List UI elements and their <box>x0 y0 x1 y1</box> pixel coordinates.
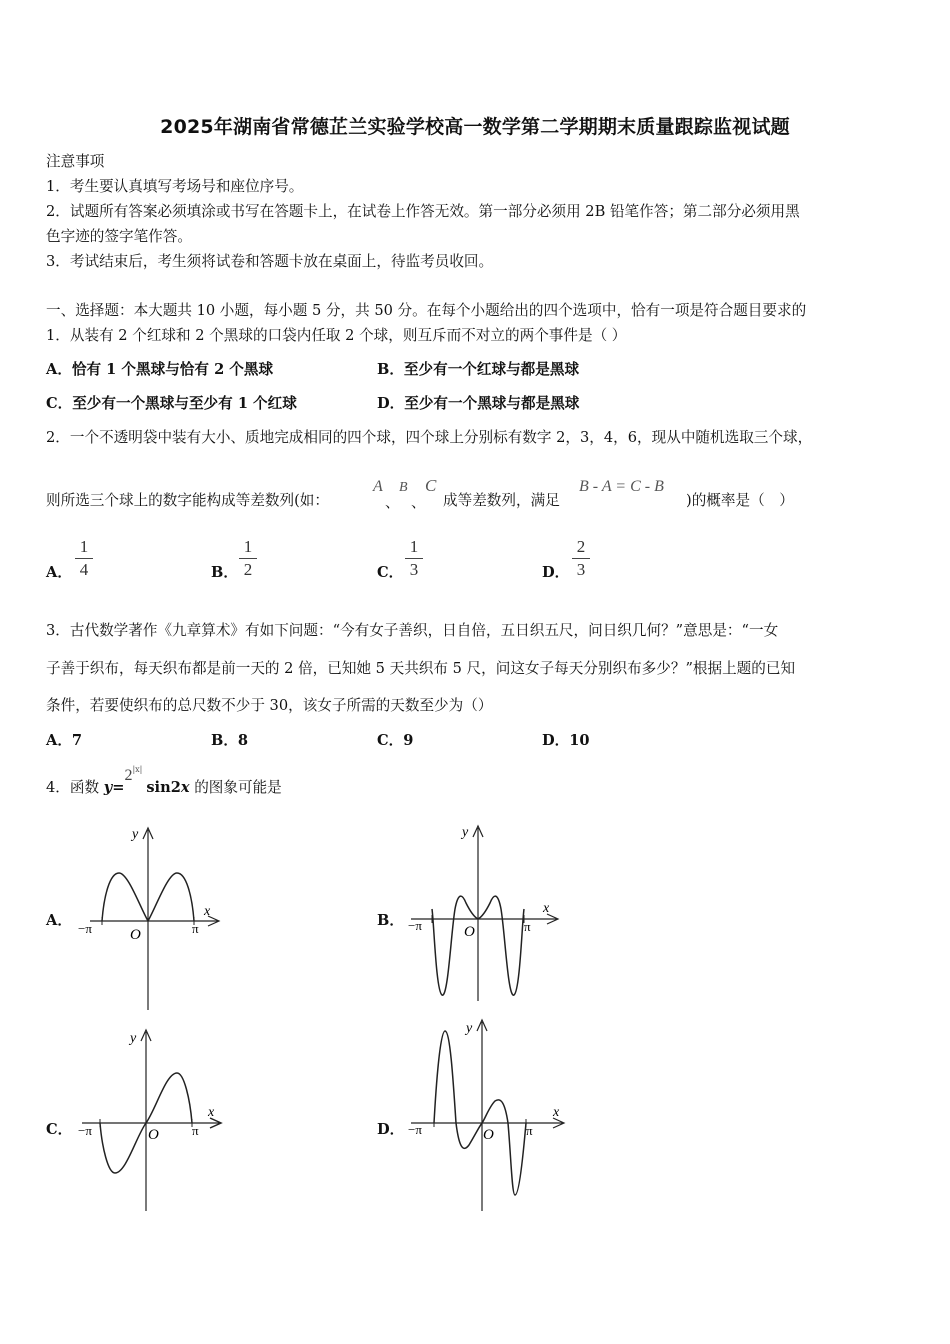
label-neg-pi: −π <box>408 1122 422 1137</box>
label-origin: O <box>148 1127 159 1143</box>
label-neg-pi: −π <box>78 921 92 936</box>
q3-option-d: D．10 <box>542 732 590 749</box>
notice-item-1: 1．考生要认真填写考场号和座位序号。 <box>46 178 304 195</box>
fraction-numerator: 1 <box>243 537 253 556</box>
fraction-denominator: 4 <box>79 560 89 579</box>
q2-letter-b: B <box>399 480 408 495</box>
q1-option-b: B．至少有一个红球与都是黑球 <box>377 361 580 378</box>
q4-suffix: 的图象可能是 <box>189 779 282 796</box>
fraction-denominator: 3 <box>409 560 419 579</box>
q4-x: x <box>180 779 190 796</box>
graph-c <box>70 1027 230 1215</box>
graph-d <box>405 1017 570 1215</box>
notice-item-2b: 色字迹的签字笔作答。 <box>46 228 192 245</box>
label-origin: O <box>483 1127 494 1143</box>
q2-line2a: 则所选三个球上的数字能构成等差数列(如： <box>46 492 329 509</box>
label-y: y <box>132 827 139 842</box>
fraction-numerator: 1 <box>409 537 419 556</box>
label-x: x <box>543 901 550 916</box>
page-title: 2025年湖南省常德芷兰实验学校高一数学第二学期期末质量跟踪监视试题 <box>160 116 790 138</box>
q2-fraction-c <box>405 538 423 579</box>
q4-option-b: B． <box>377 912 404 929</box>
q1-option-c: C．至少有一个黑球与至少有 1 个红球 <box>46 395 297 412</box>
q4-prefix: 4．函数 <box>46 779 104 796</box>
q2-line2b: 成等差数列，满足 <box>443 492 560 509</box>
fraction-denominator: 2 <box>243 560 253 579</box>
q4-option-d: D． <box>377 1121 405 1138</box>
q2-fraction-b <box>239 538 257 579</box>
q1-stem: 1．从装有 2 个红球和 2 个黑球的口袋内任取 2 个球，则互斥而不对立的两个事件是（ ） <box>46 327 627 344</box>
q1-option-d: D．至少有一个黑球与都是黑球 <box>377 395 580 412</box>
notice-item-2a: 2．试题所有答案必须填涂或书写在答题卡上，在试卷上作答无效。第一部分必须用 2B 铅笔作答；第二部分必须用黑 <box>46 203 800 220</box>
q2-line2c: )的概率是（ ） <box>686 492 794 509</box>
q3-line3: 条件，若要使织布的总尺数不少于 30，该女子所需的天数至少为（） <box>46 697 493 714</box>
notice-item-3: 3．考试结束后，考生须将试卷和答题卡放在桌面上，待监考员收回。 <box>46 253 494 270</box>
label-pi: π <box>192 921 199 936</box>
q2-separator-a: 、 <box>385 494 400 511</box>
q2-option-d: D． <box>542 564 570 581</box>
graph-b <box>405 823 565 1008</box>
section-heading: 一、选择题：本大题共 10 小题，每小题 5 分，共 50 分。在每个小题给出的四个选项中，恰有一项是符合题目要求的 <box>46 302 807 319</box>
q2-condition: B - A = C - B <box>579 478 664 495</box>
q1-option-a: A．恰有 1 个黑球与恰有 2 个黑球 <box>46 361 274 378</box>
q4-exponent: |x| <box>132 765 143 774</box>
label-x: x <box>204 904 211 919</box>
q3-line1: 3．古代数学著作《九章算术》有如下问题：“今有女子善织，日自倍，五日织五尺，问日织几何？”意思是：“一女 <box>46 622 779 639</box>
fraction-numerator: 1 <box>79 537 89 556</box>
fraction-denominator: 3 <box>576 560 586 579</box>
q3-option-a: A．7 <box>46 732 83 749</box>
label-neg-pi: −π <box>78 1123 92 1138</box>
q2-fraction-a <box>75 538 93 579</box>
q2-option-b: B． <box>211 564 238 581</box>
q2-option-a: A． <box>46 564 72 581</box>
q4-y: y <box>103 779 113 796</box>
curve <box>434 1031 526 1195</box>
q2-letter-c: C <box>425 476 437 495</box>
label-y: y <box>466 1021 473 1036</box>
q4-option-c: C． <box>46 1121 73 1138</box>
q2-option-c: C． <box>377 564 404 581</box>
label-pi: π <box>524 919 531 934</box>
label-pi: π <box>526 1123 533 1138</box>
label-neg-pi: −π <box>408 918 422 933</box>
label-y: y <box>130 1031 137 1046</box>
q4-stem <box>46 765 282 800</box>
label-y: y <box>462 825 469 840</box>
fraction-numerator: 2 <box>576 537 586 556</box>
q2-letter-a: A <box>373 478 383 495</box>
label-x: x <box>208 1105 215 1120</box>
q3-option-c: C．9 <box>377 732 414 749</box>
q4-sin: sin2 <box>146 779 181 796</box>
q3-line2: 子善于织布，每天织布都是前一天的 2 倍，已知她 5 天共织布 5 尺，问这女子每天分别织布多少？”根据上题的已知 <box>46 660 796 677</box>
q2-fraction-d <box>572 538 590 579</box>
q2-separator-b: 、 <box>411 494 426 511</box>
q3-option-b: B．8 <box>211 732 249 749</box>
label-pi: π <box>192 1123 199 1138</box>
q2-line1: 2．一个不透明袋中装有大小、质地完成相同的四个球，四个球上分别标有数字 2，3，4，6，现从中随机选取三个球， <box>46 429 813 446</box>
graph-a <box>70 825 225 1015</box>
label-origin: O <box>464 924 475 940</box>
q4-base: 2 <box>124 767 133 784</box>
notice-heading: 注意事项 <box>46 153 105 170</box>
q4-eq: = <box>112 779 125 796</box>
q4-option-a: A． <box>46 912 72 929</box>
label-x: x <box>553 1105 560 1120</box>
label-origin: O <box>130 927 141 943</box>
